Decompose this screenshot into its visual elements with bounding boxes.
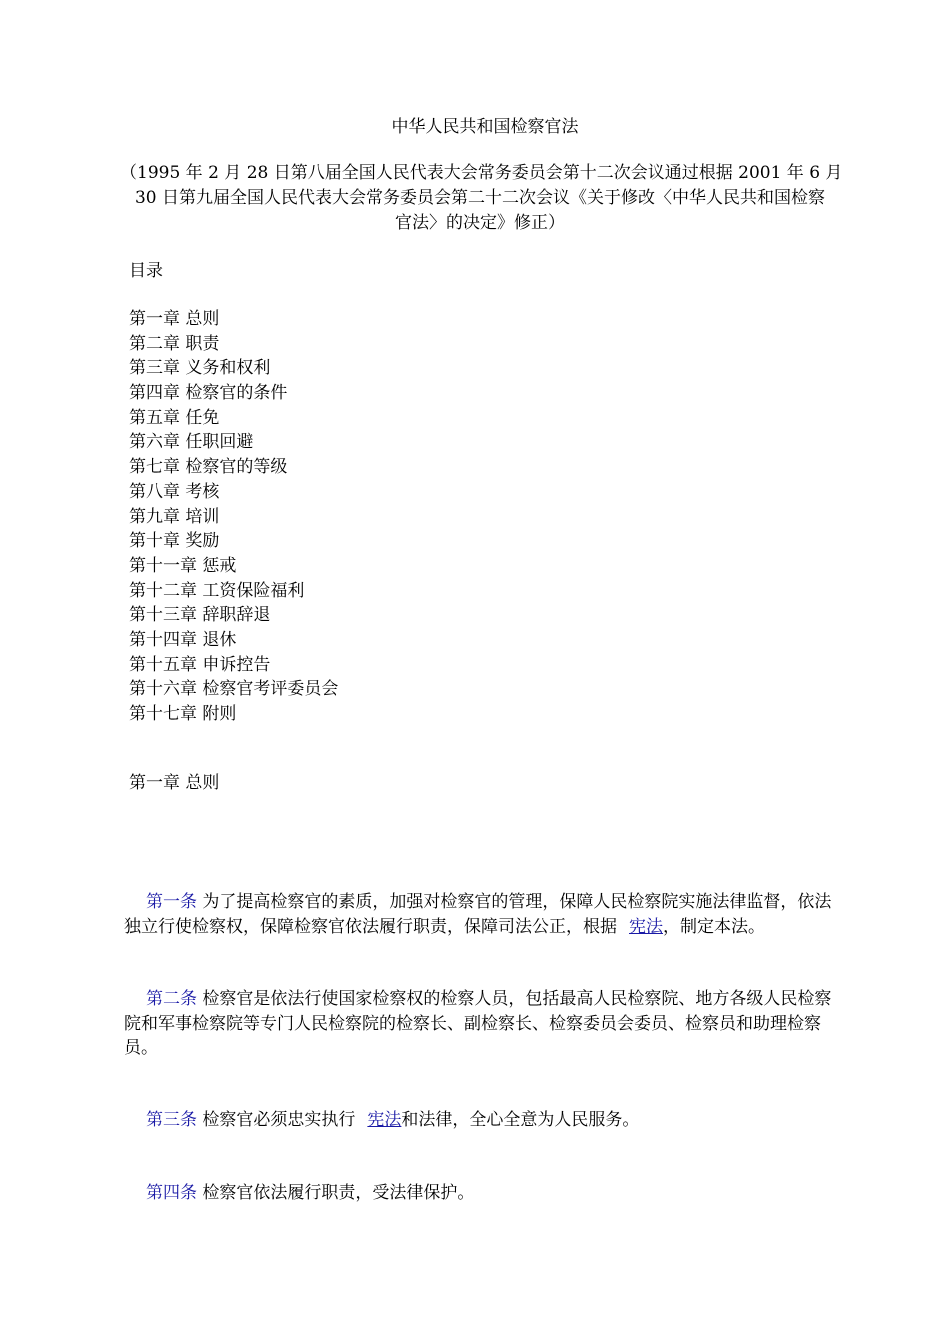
subtitle-line: （1995 年 2 月 28 日第八届全国人民代表大会常务委员会第十二次会议通过根据 2001 年 6 月	[120, 163, 843, 183]
article-number: 第一条	[146, 892, 197, 912]
toc-heading: 目录	[129, 261, 163, 281]
article-3	[124, 1108, 840, 1133]
document-title: 中华人民共和国检察官法	[391, 117, 579, 137]
chapter-heading: 第一章 总则	[129, 773, 220, 793]
constitution-link[interactable]: 宪法	[367, 1110, 402, 1130]
toc-item: 第四章 检察官的条件	[129, 383, 288, 404]
article-2	[124, 987, 840, 1061]
article-number: 第三条	[146, 1110, 197, 1130]
toc-item: 第十五章 申诉控告	[129, 654, 271, 675]
toc-item: 第五章 任免	[129, 407, 220, 428]
toc-item: 第十一章 惩戒	[129, 555, 237, 576]
article-text: 检察官是依法行使国家检察权的检察人员，包括最高人民检察院、地方各级人民检察院和军事检察院等专门人民检察院的检察长、副检察长、检察委员会委员、检察员和助理检察员。	[124, 989, 832, 1058]
subtitle-line: 30 日第九届全国人民代表大会常务委员会第二十二次会议《关于修改〈中华人民共和国检察	[134, 188, 826, 208]
toc-item: 第七章 检察官的等级	[129, 457, 288, 478]
table-of-contents	[129, 307, 338, 727]
toc-item: 第八章 考核	[129, 481, 220, 502]
toc-item: 第十四章 退休	[129, 629, 237, 650]
toc-item: 第六章 任职回避	[129, 432, 254, 453]
toc-item: 第二章 职责	[129, 333, 220, 354]
toc-item: 第十三章 辞职辞退	[129, 605, 271, 626]
toc-item: 第一章 总则	[129, 309, 220, 329]
toc-item: 第九章 培训	[129, 506, 220, 527]
document-subtitle	[120, 161, 843, 236]
article-4	[124, 1181, 840, 1206]
article-1	[124, 890, 840, 939]
toc-item: 第三章 义务和权利	[129, 358, 271, 379]
article-text: ，制定本法。	[663, 916, 765, 937]
article-text: 检察官依法履行职责，受法律保护。	[197, 1183, 475, 1203]
article-text: 检察官必须忠实执行	[197, 1110, 356, 1130]
toc-item: 第十章 奖励	[129, 531, 220, 552]
toc-item: 第十六章 检察官考评委员会	[129, 679, 339, 700]
article-number: 第二条	[146, 989, 197, 1009]
constitution-link[interactable]: 宪法	[629, 916, 663, 937]
toc-item: 第十二章 工资保险福利	[129, 580, 305, 601]
article-number: 第四条	[146, 1183, 197, 1203]
article-text: 为了提高检察官的素质，加强对检察官的管理，保障人民检察院实施法律监督，依法独立行使检察权，保障检察官依法履行职责，保障司法公正，根据	[124, 892, 832, 937]
subtitle-line: 官法〉的决定》修正）	[395, 213, 565, 233]
article-text: 和法律，全心全意为人民服务。	[401, 1110, 640, 1130]
toc-item: 第十七章 附则	[129, 704, 237, 724]
